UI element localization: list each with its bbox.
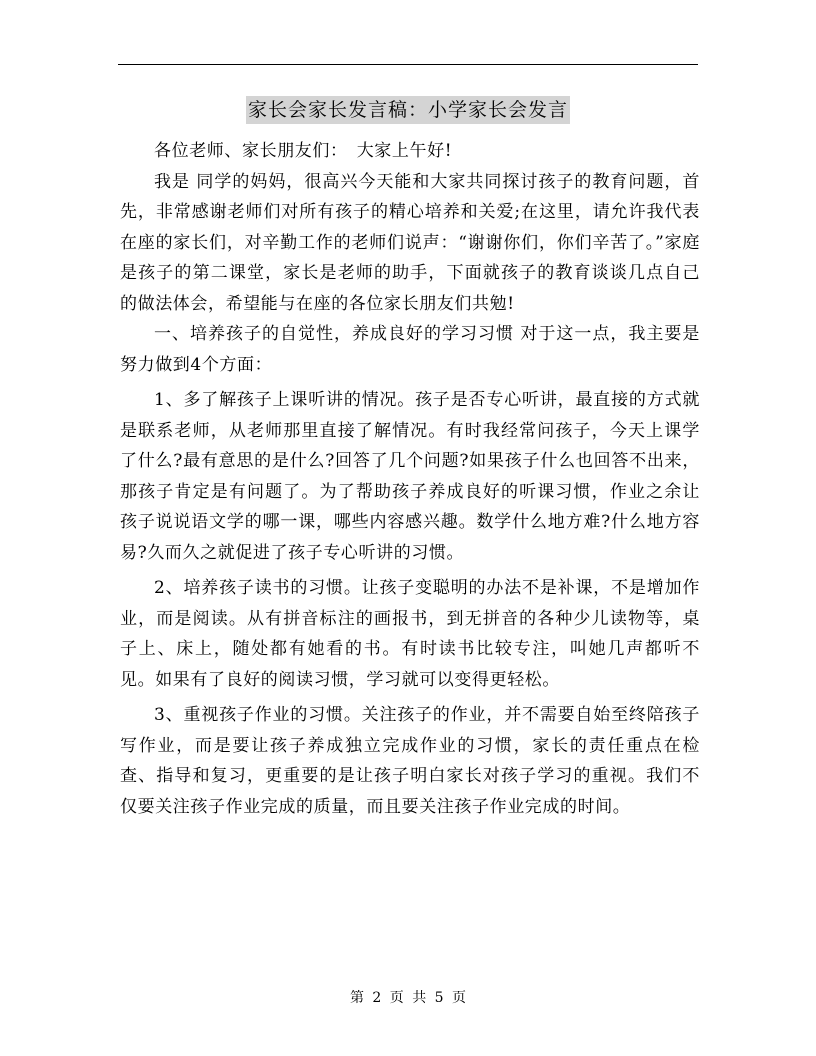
document-body <box>120 136 700 822</box>
header-rule <box>118 64 698 65</box>
paragraph-greeting: 各位老师、家长朋友们： 大家上午好! <box>154 141 453 161</box>
paragraph-point-2: 2、培养孩子读书的习惯。让孩子变聪明的办法不是补课，不是增加作业，而是阅读。从有拼音标注的画报书，到无拼音的各种少儿读物等，桌子上、床上，随处都有她看的书。有时读书比较专注，叫她几声都听不见。如果有了良好的阅读习惯，学习就可以变得更轻松。 <box>120 578 700 690</box>
paragraph-point-3: 3、重视孩子作业的习惯。关注孩子的作业，并不需要自始至终陪孩子写作业，而是要让孩子养成独立完成作业的习惯，家长的责任重点在检查、指导和复习，更重要的是让孩子明白家长对孩子学习的重视。我们不仅要关注孩子作业完成的质量，而且要关注孩子作业完成的时间。 <box>120 705 700 817</box>
page-number: 第 2 页 共 5 页 <box>349 990 467 1006</box>
paragraph-point-1: 1、多了解孩子上课听讲的情况。孩子是否专心听讲，最直接的方式就是联系老师，从老师那里直接了解情况。有时我经常问孩子，今天上课学了什么?最有意思的是什么?回答了几个问题?如果孩子什么也回答不出来，那孩子肯定是有问题了。为了帮助孩子养成良好的听课习惯，作业之余让孩子说说语文学的哪一课，哪些内容感兴趣。数学什么地方难?什么地方容易?久而久之就促进了孩子专心听讲的习惯。 <box>120 390 700 563</box>
paragraph-section-heading: 一、培养孩子的自觉性，养成良好的学习习惯 对于这一点，我主要是努力做到4个方面： <box>120 324 700 375</box>
document-title: 家长会家长发言稿：小学家长会发言 <box>246 96 570 124</box>
paragraph-intro: 我是 同学的妈妈，很高兴今天能和大家共同探讨孩子的教育问题，首先，非常感谢老师们对所有孩子的精心培养和关爱;在这里，请允许我代表在座的家长们，对辛勤工作的老师们说声：“谢谢你们，你们辛苦了。”家庭是孩子的第二课堂，家长是老师的助手，下面就孩子的教育谈谈几点自己的做法体会，希望能与在座的各位家长朋友们共勉! <box>120 171 700 314</box>
title-container <box>0 96 816 124</box>
